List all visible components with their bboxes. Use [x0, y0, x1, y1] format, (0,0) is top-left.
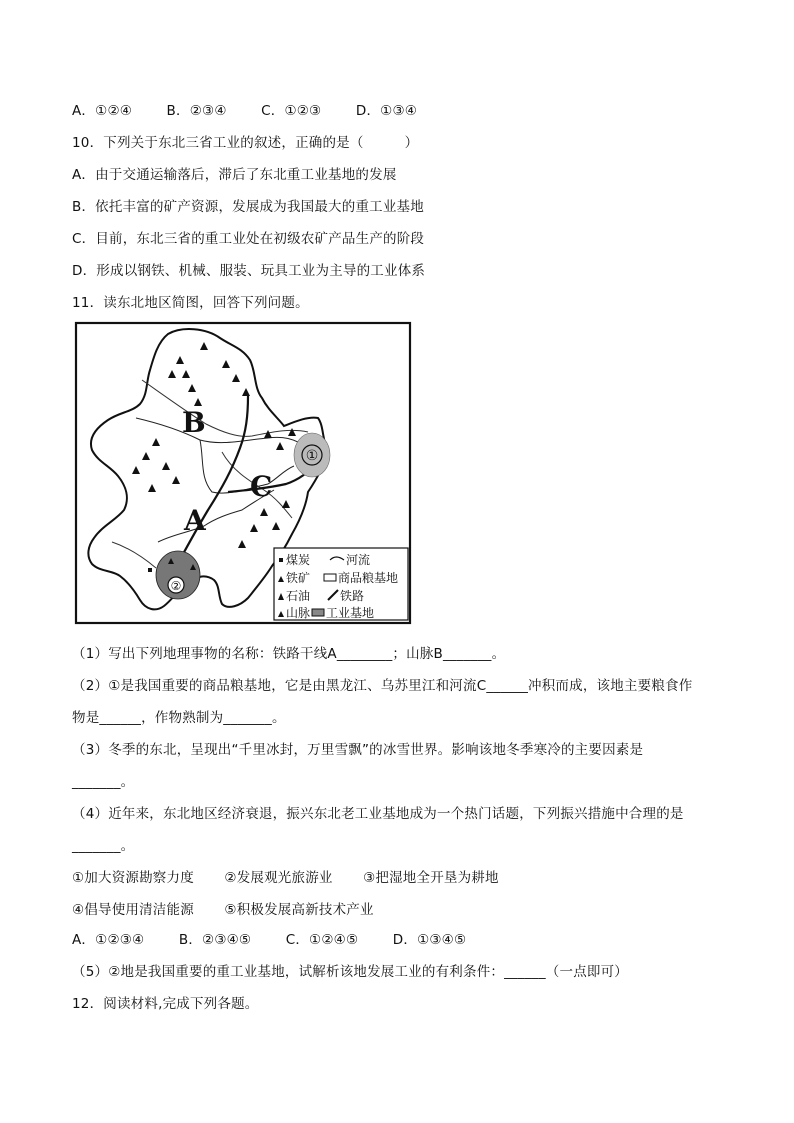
q11-sub3-blank: _______。: [72, 774, 135, 790]
legend-grain-base: 商品粮基地: [338, 571, 399, 585]
q11-sub4-options: [72, 931, 466, 949]
legend-railway: 铁路: [340, 589, 365, 603]
map-label-circle2: ②: [170, 579, 182, 593]
q11-sub1: （1）写出下列地理事物的名称：铁路干线A________；山脉B_______。: [72, 646, 506, 662]
legend-coal-icon: [279, 558, 283, 562]
q11-sub3: （3）冬季的东北，呈现出“千里冰封，万里雪飘”的冰雪世界。影响该地冬季寒冷的主要因素是: [72, 742, 644, 758]
q11-4-option-c: C．①②④⑤: [285, 932, 359, 948]
legend-iron: 铁矿: [286, 571, 311, 585]
legend-mountain: 山脉: [286, 606, 311, 620]
measure-4: ④倡导使用清洁能源: [72, 902, 194, 918]
q9-options: [72, 102, 417, 120]
q11-measures-row1: [72, 869, 499, 887]
q11-sub4-blank: _______。: [72, 838, 135, 854]
q10-option-d: D．形成以钢铁、机械、服装、玩具工业为主导的工业体系: [72, 263, 426, 279]
q10-option-a: A．由于交通运输落后，滞后了东北重工业基地的发展: [72, 167, 397, 183]
measure-3: ③把湿地全开垦为耕地: [363, 870, 499, 886]
legend-industrial-base-icon: [312, 609, 324, 616]
legend-industrial-base: 工业基地: [326, 606, 375, 620]
q10-option-c: C．目前，东北三省的重工业处在初级农矿产品生产的阶段: [72, 231, 425, 247]
q9-option-c: C．①②③: [261, 103, 322, 119]
q10-stem: 10．下列关于东北三省工业的叙述，正确的是（ ）: [72, 135, 419, 151]
q9-option-a: A．①②④: [72, 103, 133, 119]
q11-4-option-b: B．②③④⑤: [178, 932, 252, 948]
northeast-china-map: [72, 320, 412, 628]
q11-stem: 11．读东北地区简图，回答下列问题。: [72, 295, 309, 311]
measure-2: ②发展观光旅游业: [224, 870, 333, 886]
map-label-c: C: [250, 470, 273, 503]
q11-measures-row2: [72, 901, 374, 919]
q10-option-b: B．依托丰富的矿产资源，发展成为我国最大的重工业基地: [72, 199, 424, 215]
measure-5: ⑤积极发展高新技术产业: [224, 902, 374, 918]
q12-stem: 12．阅读材料,完成下列各题。: [72, 996, 259, 1012]
q11-4-option-d: D．①③④⑤: [392, 932, 467, 948]
q9-option-b: B．②③④: [166, 103, 227, 119]
map-label-a: A: [184, 504, 206, 537]
map-label-b: B: [182, 406, 206, 439]
q11-4-option-a: A．①②③④: [72, 932, 145, 948]
map-legend: [274, 548, 408, 620]
q11-sub5: （5）②地是我国重要的重工业基地，试解析该地发展工业的有利条件：______（一点即可）: [72, 964, 628, 980]
measure-1: ①加大资源勘察力度: [72, 870, 194, 886]
map-svg: [72, 320, 412, 628]
legend-coal: 煤炭: [286, 553, 311, 567]
q11-sub4: （4）近年来，东北地区经济衰退，振兴东北老工业基地成为一个热门话题，下列振兴措施中合理的是: [72, 806, 684, 822]
q11-sub2-cont: 物是______，作物熟制为_______。: [72, 710, 286, 726]
q11-sub2: （2）①是我国重要的商品粮基地，它是由黑龙江、乌苏里江和河流C______冲积而成，该地主要粮食作: [72, 678, 693, 694]
coal-symbol: [148, 568, 152, 572]
map-label-circle1: ①: [305, 448, 319, 464]
legend-river: 河流: [346, 553, 371, 567]
q9-option-d: D．①③④: [355, 103, 418, 119]
legend-oil: 石油: [286, 589, 311, 603]
